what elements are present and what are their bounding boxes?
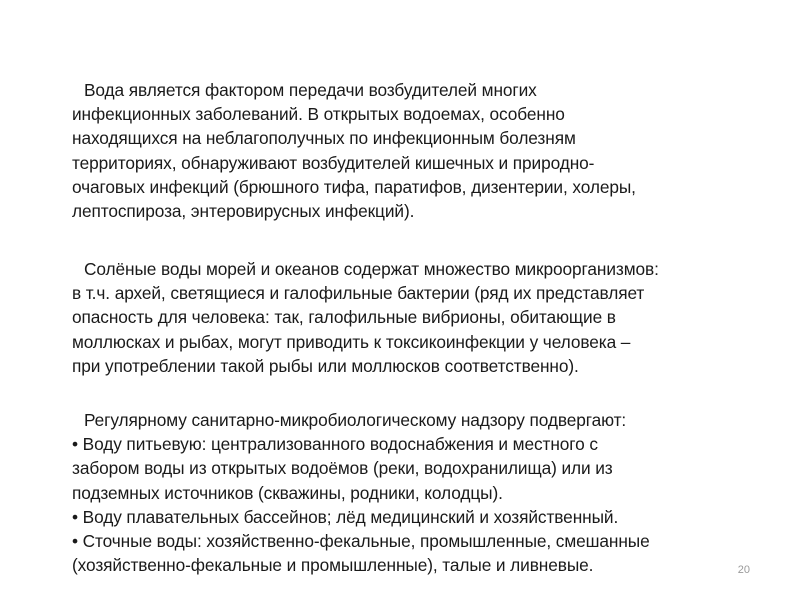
bullet-line: • Сточные воды: хозяйственно-фекальные, промышленные, смешанные	[72, 531, 650, 552]
text-line: инфекционных заболеваний. В открытых водоемах, особенно	[72, 104, 565, 125]
paragraph-salt-water-microorganisms	[72, 257, 772, 378]
text-line: (хозяйственно-фекальные и промышленные), талые и ливневые.	[72, 555, 594, 576]
text-line: при употреблении такой рыбы или моллюсков соответственно).	[72, 355, 579, 376]
bullet-line: • Воду плавательных бассейнов; лёд медицинский и хозяйственный.	[72, 506, 619, 527]
text-line: забором воды из открытых водоёмов (реки, водохранилища) или из	[72, 458, 613, 479]
text-line: в т.ч. архей, светящиеся и галофильные бактерии (ряд их представляет	[72, 283, 645, 304]
text-line: лептоспироза, энтеровирусных инфекций).	[72, 201, 415, 222]
paragraph-water-infection-transmission	[72, 78, 772, 223]
text-line: территориях, обнаруживают возбудителей кишечных и природно-	[72, 152, 595, 173]
text-line: очаговых инфекций (брюшного тифа, паратифов, дизентерии, холеры,	[72, 176, 636, 197]
text-line: моллюсках и рыбах, могут приводить к токсикоинфекции у человека –	[72, 331, 631, 352]
text-line: опасность для человека: так, галофильные вибрионы, обитающие в	[72, 307, 616, 328]
text-line: Регулярному санитарно-микробиологическому надзору подвергают:	[84, 410, 627, 430]
text-line: Солёные воды морей и океанов содержат множество микроорганизмов:	[84, 259, 659, 279]
bullet-line: • Воду питьевую: централизованного водоснабжения и местного с	[72, 434, 598, 455]
page-number: 20	[737, 564, 750, 576]
text-line: подземных источников (скважины, родники, колодцы).	[72, 482, 503, 503]
paragraph-sanitary-supervision	[72, 408, 772, 577]
text-line: Вода является фактором передачи возбудителей многих	[84, 80, 537, 100]
text-line: находящихся на неблагополучных по инфекционным болезням	[72, 128, 576, 149]
